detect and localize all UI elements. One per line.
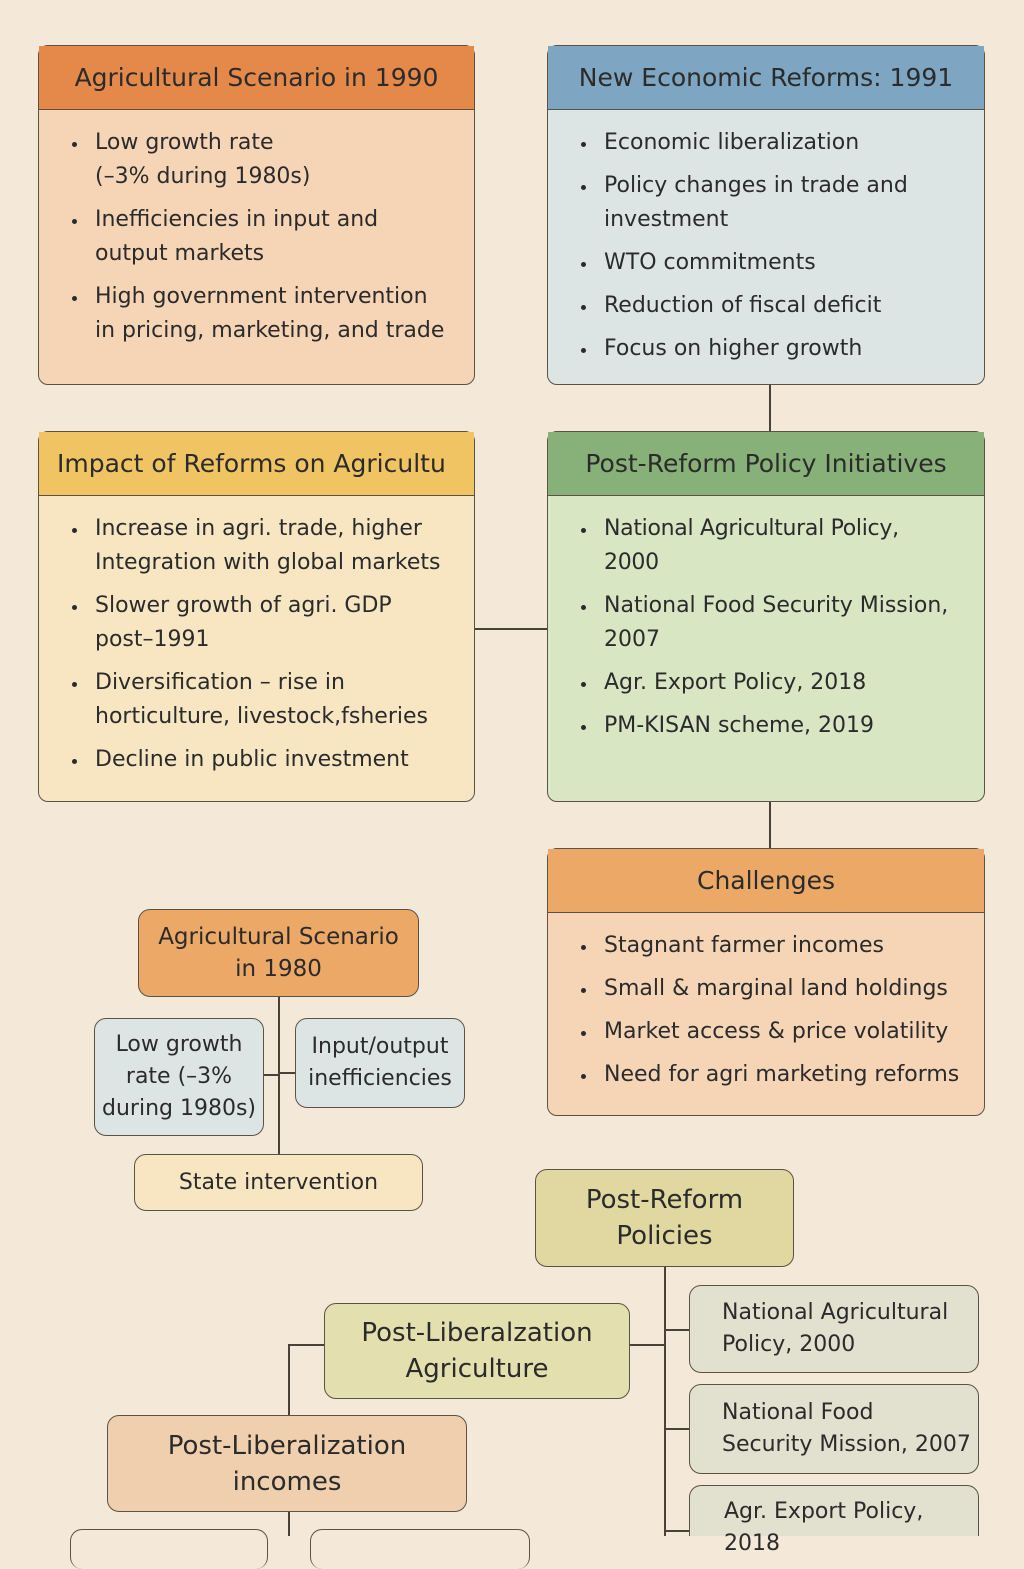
node-partial-left	[70, 1529, 268, 1569]
node-label-line: Policies	[616, 1221, 713, 1251]
list-item: • WTO commitments	[598, 246, 960, 280]
node-post-reform-policies	[535, 1169, 794, 1267]
node-agri-scenario-1980	[138, 909, 419, 997]
connector-impact-to-postreform	[474, 628, 548, 630]
bullet-list	[63, 126, 450, 348]
card-title: Agricultural Scenario in 1990	[39, 46, 474, 110]
list-item: • Agr. Export Policy, 2018	[598, 666, 960, 700]
list-item: • Inefficiencies in input and output markets	[89, 203, 450, 271]
libinc-down-stub	[288, 1510, 290, 1536]
node-label-line: Policy, 2000	[722, 1332, 856, 1357]
node-state-intervention	[134, 1154, 423, 1211]
card-title: Post-Reform Policy Initiatives	[548, 432, 984, 496]
node-post-lib-incomes	[107, 1415, 467, 1512]
list-item: • Low growth rate (–3% during 1980s)	[89, 126, 450, 194]
treepost-to-libagri	[628, 1344, 664, 1346]
node-label-line: Agriculture	[405, 1354, 549, 1384]
node-label-line: Post-Reform	[585, 1185, 744, 1215]
card-post-reform-initiatives	[547, 431, 985, 802]
card-economic-reforms-1991	[547, 45, 985, 385]
node-label-line: during 1980s)	[102, 1096, 256, 1121]
tree1980-trunk	[278, 996, 280, 1154]
node-label-line: Agricultural Scenario	[158, 924, 399, 950]
card-title: Challenges	[548, 849, 984, 913]
node-label-line: 2018	[724, 1531, 780, 1556]
node-aep-2018	[689, 1485, 979, 1556]
list-item: • Policy changes in trade and investment	[598, 169, 960, 237]
list-item: • Market access & price volatility	[598, 1015, 960, 1049]
node-label-line: Post-Liberalzation	[361, 1318, 593, 1348]
card-title: New Economic Reforms: 1991	[548, 46, 984, 110]
node-nfsm-2007	[689, 1384, 979, 1474]
treepost-to-nfsm	[664, 1428, 690, 1430]
list-item: • Increase in agri. trade, higher Integration with global markets	[89, 512, 450, 580]
list-item: • Reduction of fiscal deficit	[598, 289, 960, 323]
card-impact-of-reforms	[38, 431, 475, 802]
list-item: • National Agricultural Policy, 2000	[598, 512, 960, 580]
treepost-to-aep	[664, 1530, 690, 1532]
node-input-output	[295, 1018, 465, 1108]
bullet-list	[63, 512, 450, 777]
connector-1991-to-postreform	[769, 385, 771, 432]
node-label-line: Low growth	[115, 1032, 243, 1057]
list-item: • Economic liberalization	[598, 126, 960, 160]
card-title: Impact of Reforms on Agricultu	[39, 432, 474, 496]
node-low-growth	[94, 1018, 264, 1136]
list-item: • Stagnant farmer incomes	[598, 929, 960, 963]
node-nap-2000	[689, 1285, 979, 1373]
tree1980-branch-right	[278, 1072, 296, 1074]
node-label-line: incomes	[232, 1466, 342, 1497]
libagri-down-stub	[288, 1344, 290, 1415]
list-item: • Small & marginal land holdings	[598, 972, 960, 1006]
list-item: • PM-KISAN scheme, 2019	[598, 709, 960, 743]
node-post-lib-agriculture	[324, 1303, 630, 1399]
node-label-line: inefficiencies	[308, 1066, 452, 1091]
node-label-line: National Agricultural	[722, 1300, 949, 1325]
node-label-line: Security Mission, 2007	[722, 1432, 971, 1457]
bullet-list	[572, 929, 960, 1092]
list-item: • Decline in public investment	[89, 743, 450, 777]
bullet-list	[572, 126, 960, 366]
bullet-list	[572, 512, 960, 743]
libagri-left-stub	[288, 1344, 325, 1346]
tree1980-branch-left	[263, 1074, 278, 1076]
list-item: • National Food Security Mission, 2007	[598, 589, 960, 657]
list-item: • Need for agri marketing reforms	[598, 1058, 960, 1092]
card-agri-scenario-1990	[38, 45, 475, 385]
node-label-line: Input/output	[311, 1034, 449, 1059]
node-label-line: State intervention	[178, 1169, 379, 1195]
list-item: • Slower growth of agri. GDP post–1991	[89, 589, 450, 657]
node-label-line: National Food	[722, 1400, 874, 1425]
list-item: • High government intervention in pricing, marketing, and trade	[89, 280, 450, 348]
card-challenges	[547, 848, 985, 1116]
node-label-line: rate (–3%	[125, 1064, 233, 1089]
treepost-trunk	[664, 1265, 666, 1536]
connector-postreform-to-challenges	[769, 801, 771, 849]
node-label-line: in 1980	[235, 956, 322, 982]
node-label-line: Agr. Export Policy,	[724, 1499, 924, 1524]
list-item: • Diversification – rise in horticulture, livestock,fsheries	[89, 666, 450, 734]
node-label-line: Post-Liberalization	[167, 1430, 407, 1461]
treepost-to-nap	[664, 1329, 690, 1331]
node-partial-right	[310, 1529, 530, 1569]
list-item: • Focus on higher growth	[598, 332, 960, 366]
